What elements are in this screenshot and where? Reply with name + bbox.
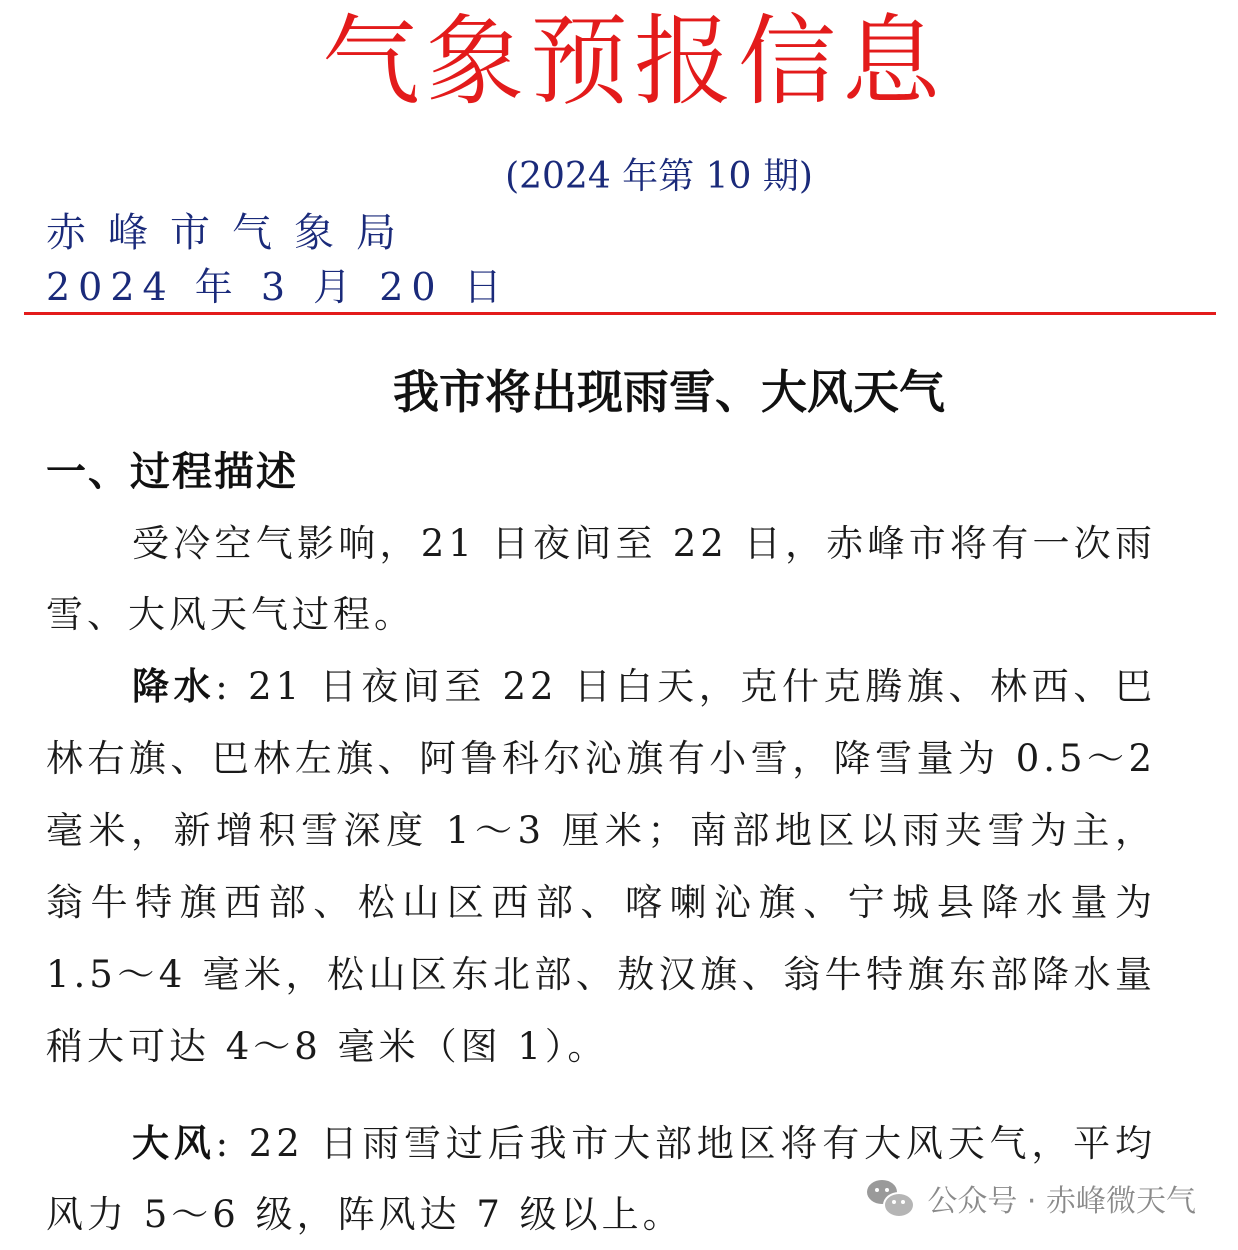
wind-label: 大风 [132, 1121, 216, 1165]
wechat-icon [867, 1178, 913, 1218]
issuing-agency: 赤峰市气象局 [46, 210, 418, 256]
precipitation-text: : 21 日夜间至 22 日白天，克什克腾旗、林西、巴林右旗、巴林左旗、阿鲁科尔沁旗有小雪，降雪量为 0.5～2 毫米，新增积雪深度 1～3 厘米；南部地区以雨夹雪为主，翁牛特旗西部、松山区西部、喀喇沁旗、宁城县降水量为 1.5～4 毫米，松山区东北部、敖汉旗、翁牛特旗东部降水量稍大可达 4～8 毫米（图 1）。 [46, 665, 1157, 1068]
article-headline: 我市将出现雨雪、大风天气 [393, 365, 945, 419]
issue-number: (2024 年第 10 期) [505, 156, 813, 197]
masthead-title: 气象预报信息 [321, 5, 946, 119]
header-divider [24, 312, 1216, 315]
section-heading: 一、过程描述 [46, 448, 298, 495]
account-watermark [867, 1170, 1196, 1226]
paragraph-precipitation [46, 650, 1156, 1083]
precipitation-label: 降水 [132, 664, 216, 708]
watermark-text: 公众号 · 赤峰微天气 [927, 1184, 1196, 1219]
wind-text: : 22 日雨雪过后我市大部地区将有大风天气，平均风力 5～6 级，阵风达 7 级以上。 [46, 1122, 1157, 1236]
paragraph-overview: 受冷空气影响，21 日夜间至 22 日，赤峰市将有一次雨雪、大风天气过程。 [46, 522, 1156, 636]
issue-date: 2024 年 3 月 20 日 [46, 265, 510, 309]
